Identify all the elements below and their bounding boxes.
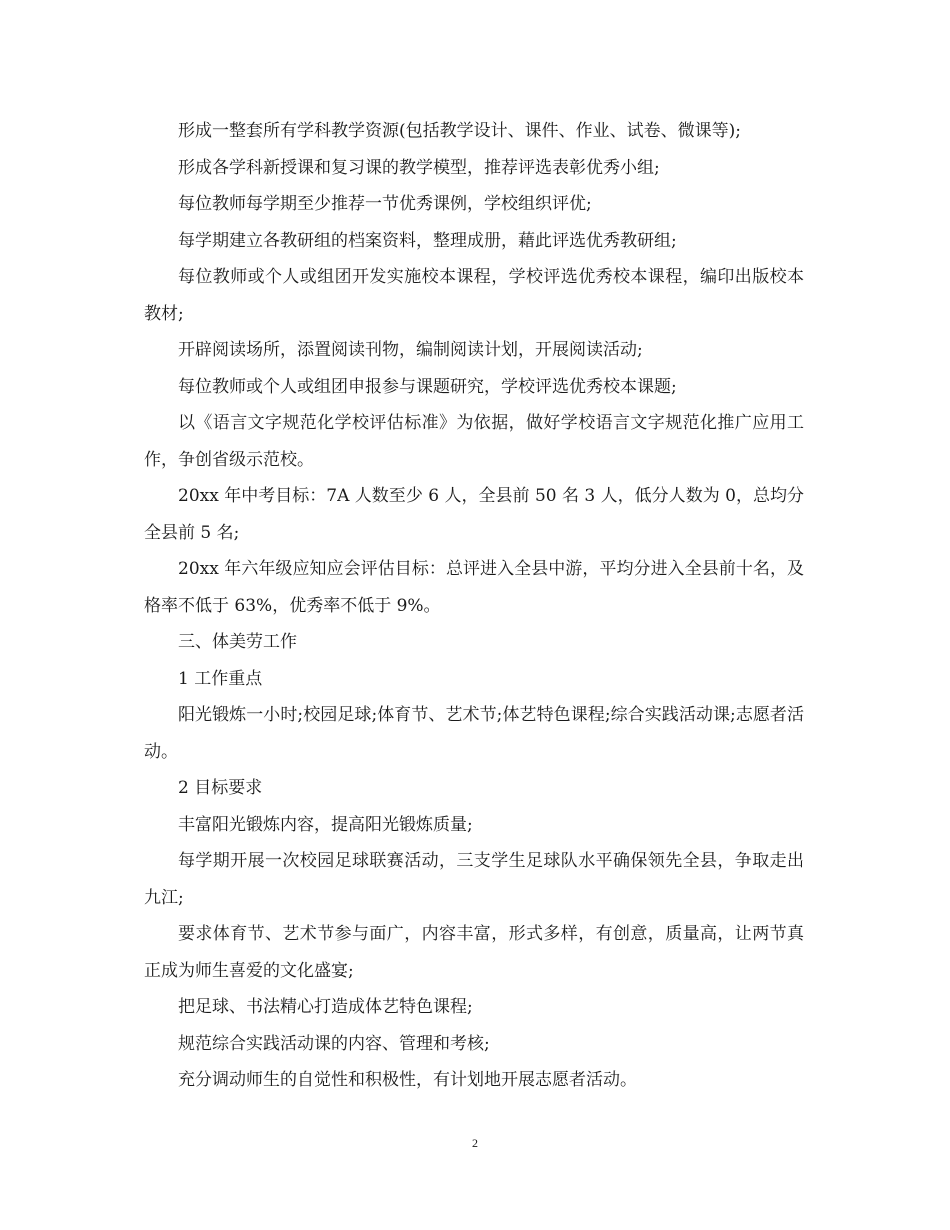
paragraph: 形成各学科新授课和复习课的教学模型，推荐评选表彰优秀小组; — [178, 157, 660, 178]
paragraph: 每位教师或个人或组团申报参与课题研究，学校评选优秀校本课题; — [178, 376, 677, 397]
page-number: 2 — [472, 1136, 478, 1150]
paragraph: 阳光锻炼一小时;校园足球;体育节、艺术节;体艺特色课程;综合实践活动课;志愿者活动。 — [144, 705, 804, 762]
paragraph: 充分调动师生的自觉性和积极性，有计划地开展志愿者活动。 — [178, 1070, 637, 1090]
paragraph: 每位教师或个人或组团开发实施校本课程，学校评选优秀校本课程，编印出版校本教材; — [144, 267, 804, 324]
paragraph: 每位教师每学期至少推荐一节优秀课例，学校组织评优; — [178, 194, 592, 214]
paragraph: 20xx 年中考目标：7A 人数至少 6 人，全县前 50 名 3 人，低分人数为 0，总均分全县前 5 名; — [144, 486, 804, 543]
paragraph: 开辟阅读场所，添置阅读刊物，编制阅读计划，开展阅读活动; — [178, 340, 643, 360]
document-body — [144, 113, 804, 1099]
paragraph: 丰富阳光锻炼内容，提高阳光锻炼质量; — [178, 814, 473, 835]
paragraph: 规范综合实践活动课的内容、管理和考核; — [178, 1033, 490, 1054]
paragraph: 把足球、书法精心打造成体艺特色课程; — [178, 997, 473, 1017]
subsection-heading: 2 目标要求 — [178, 778, 263, 798]
subsection-heading: 1 工作重点 — [178, 668, 263, 689]
section-heading: 三、体美劳工作 — [178, 632, 297, 652]
paragraph: 每学期建立各教研组的档案资料，整理成册，藉此评选优秀教研组; — [178, 230, 677, 251]
paragraph: 每学期开展一次校园足球联赛活动，三支学生足球队水平确保领先全县，争取走出九江; — [144, 851, 804, 908]
paragraph: 形成一整套所有学科教学资源(包括教学设计、课件、作业、试卷、微课等); — [178, 121, 741, 141]
paragraph: 要求体育节、艺术节参与面广，内容丰富，形式多样，有创意，质量高，让两节真正成为师生喜爱的文化盛宴; — [144, 924, 804, 981]
paragraph: 以《语言文字规范化学校评估标准》为依据，做好学校语言文字规范化推广应用工作，争创省级示范校。 — [144, 413, 804, 470]
paragraph: 20xx 年六年级应知应会评估目标：总评进入全县中游，平均分进入全县前十名，及格率不低于 63%，优秀率不低于 9%。 — [144, 559, 804, 616]
